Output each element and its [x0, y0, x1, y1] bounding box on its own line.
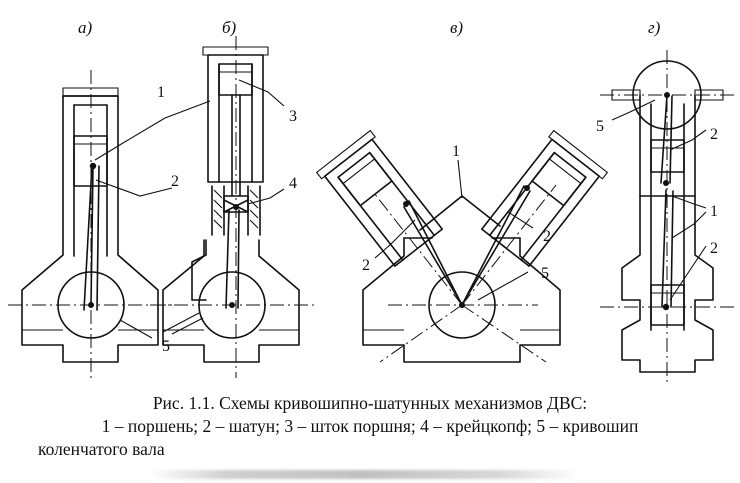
panel-b-crosshead-engine	[150, 36, 315, 378]
figure-caption	[0, 392, 740, 461]
panel-label-g: г)	[648, 18, 661, 37]
callout-v-5: 5	[541, 265, 549, 282]
caption-line-2: 1 – поршень; 2 – шатун; 3 – шток поршня; 4 – крейцкопф; 5 – кривошип	[101, 416, 639, 437]
callout-g-2-lower: 2	[710, 240, 718, 257]
panel-label-b: б)	[222, 18, 237, 37]
page-scan-smudge	[150, 470, 580, 479]
panel-label-v: в)	[450, 18, 464, 37]
callout-a-1: 1	[157, 84, 165, 101]
caption-line-3: коленчатого вала	[38, 439, 165, 460]
callout-g-2-upper: 2	[710, 126, 718, 143]
caption-line-1: Рис. 1.1. Схемы кривошипно-шатунных механизмов ДВС:	[152, 393, 588, 413]
callout-v-2-right: 2	[543, 228, 551, 245]
panel-label-a: а)	[78, 18, 93, 37]
callout-a-5: 5	[162, 338, 170, 355]
callout-a-2: 2	[171, 173, 179, 190]
callout-b-4: 4	[289, 175, 297, 192]
panel-v-v-engine	[317, 131, 608, 362]
callout-b-3: 3	[289, 108, 297, 125]
callout-v-1: 1	[452, 143, 460, 160]
callout-g-1: 1	[710, 203, 718, 220]
panel-a-trunk-piston-engine	[8, 70, 210, 378]
callout-v-2-left: 2	[362, 257, 370, 274]
callout-g-5: 5	[596, 118, 604, 135]
